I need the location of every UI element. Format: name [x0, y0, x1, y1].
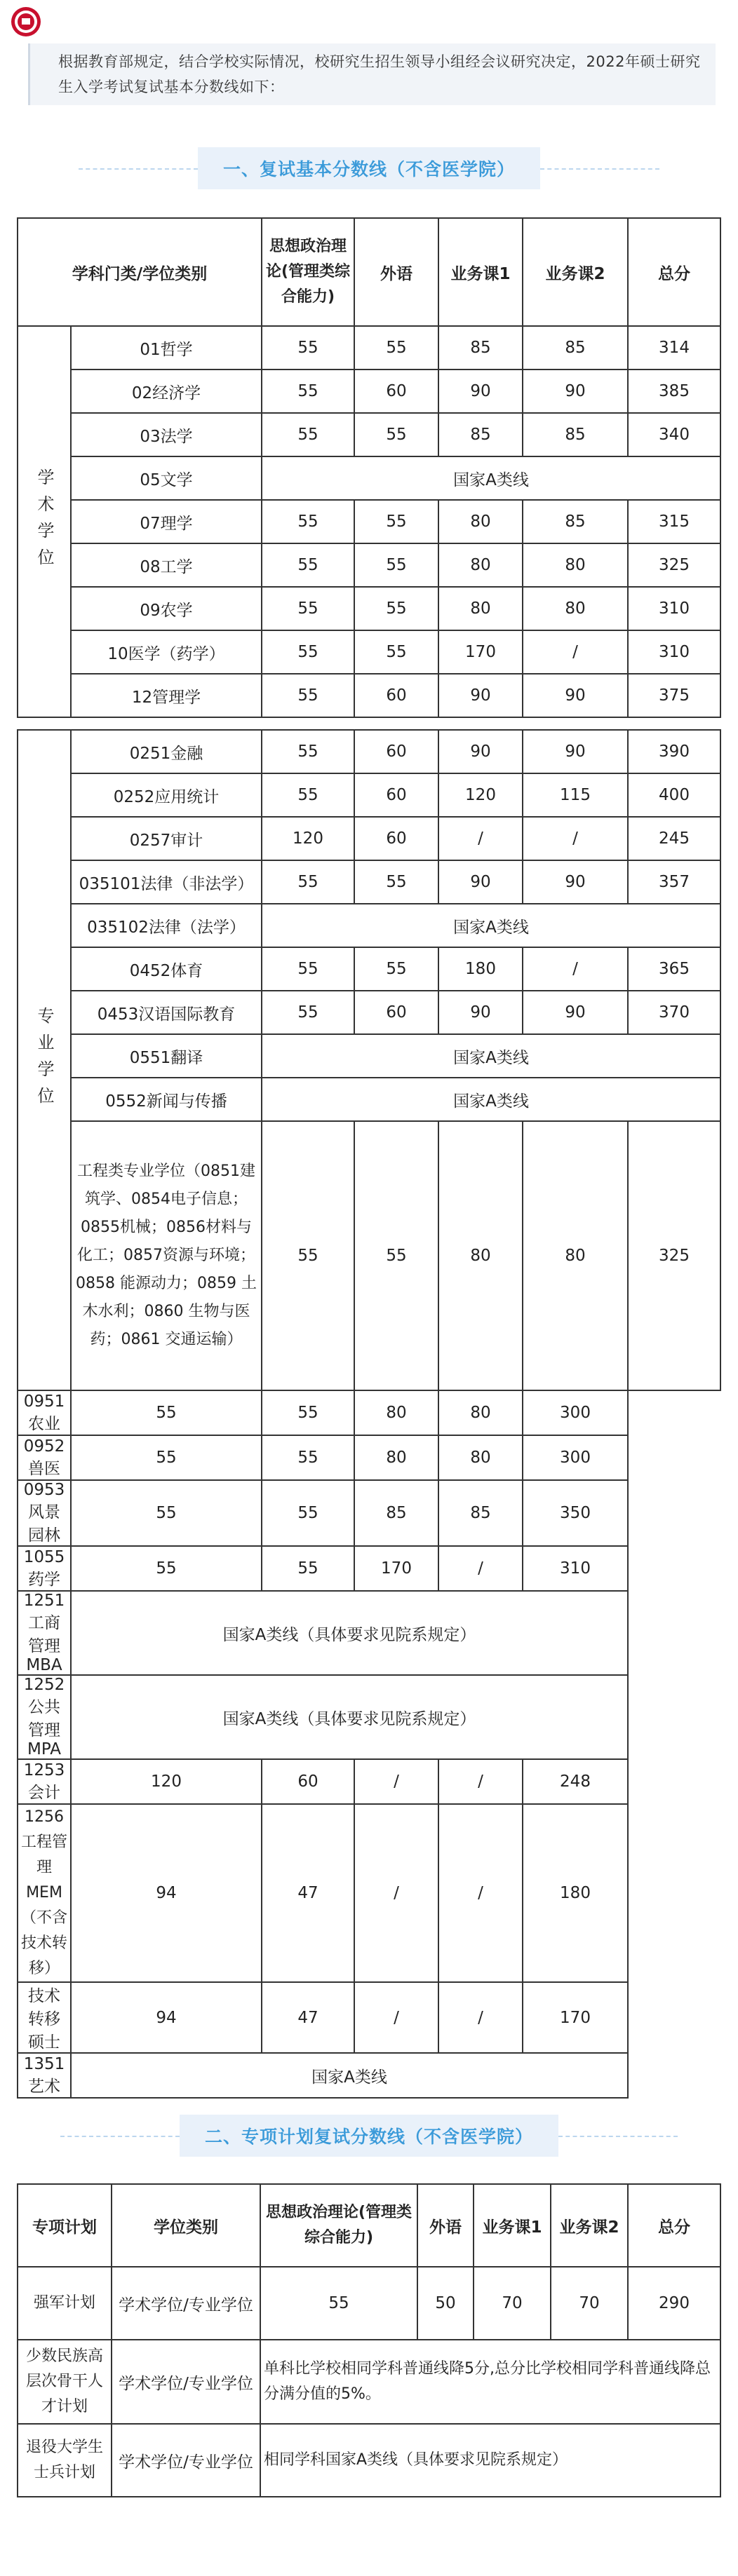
total-score: 180 — [523, 1804, 628, 1982]
discipline-name: 035101法律（非法学） — [71, 860, 262, 904]
politics-score: 55 — [262, 860, 354, 904]
subject2-score: 80 — [438, 1435, 523, 1480]
table-row — [18, 1759, 720, 1804]
subject2-score: 90 — [523, 674, 628, 717]
merged-cutoff-value: 国家A类线 — [262, 1078, 720, 1121]
table-row — [18, 1078, 720, 1121]
politics-score: 55 — [262, 500, 354, 543]
total-score: 310 — [523, 1546, 628, 1591]
discipline-name: 05文学 — [71, 456, 262, 500]
politics-score: 55 — [262, 1121, 354, 1390]
politics-score: 55 — [262, 326, 354, 370]
table-row — [18, 947, 720, 991]
university-logo-icon — [10, 6, 42, 38]
special-plan-table — [17, 2183, 721, 2497]
section-divider — [18, 717, 720, 730]
cutoff-table-main — [17, 217, 721, 2099]
table-row — [18, 630, 720, 674]
total-score: 245 — [628, 817, 720, 860]
subject1-score: 90 — [438, 991, 523, 1034]
header-subject1: 业务课1 — [474, 2184, 551, 2267]
table-row — [18, 1480, 720, 1546]
section2-title: 二、专项计划复试分数线（不含医学院） — [0, 2115, 738, 2157]
subject2-score: 90 — [523, 991, 628, 1034]
subject1-score: 80 — [438, 1121, 523, 1390]
language-score: 55 — [354, 947, 438, 991]
subject2-score: 90 — [523, 860, 628, 904]
table-row — [18, 2053, 720, 2098]
table-row — [18, 730, 720, 773]
language-score: 60 — [354, 370, 438, 413]
table-row — [18, 1546, 720, 1591]
politics-score: 55 — [260, 2267, 417, 2340]
subject2-score: 70 — [551, 2267, 628, 2340]
plan-name: 少数民族高层次骨干人才计划 — [18, 2340, 112, 2424]
subject1-score: 80 — [438, 587, 523, 630]
subject2-score: 90 — [523, 730, 628, 773]
language-score: 55 — [262, 1390, 354, 1435]
subject1-score: / — [354, 1804, 438, 1982]
header-total: 总分 — [628, 2184, 720, 2267]
language-score: 55 — [354, 1121, 438, 1390]
subject2-score: 85 — [523, 326, 628, 370]
discipline-name: 02经济学 — [71, 370, 262, 413]
merged-cutoff-value: 国家A类线 — [71, 2053, 628, 2098]
discipline-name: 0551翻译 — [71, 1034, 262, 1078]
discipline-name: 12管理学 — [71, 674, 262, 717]
table-row — [18, 1034, 720, 1078]
subject1-score: 90 — [438, 860, 523, 904]
header-politics: 思想政治理论(管理类综合能力) — [260, 2184, 417, 2267]
language-score: 60 — [354, 773, 438, 817]
table-row — [18, 773, 720, 817]
special-plan-row — [18, 2267, 720, 2340]
discipline-name: 08工学 — [71, 543, 262, 587]
subject1-score: 90 — [438, 730, 523, 773]
total-score: 300 — [523, 1435, 628, 1480]
header-subject2: 业务课2 — [523, 218, 628, 326]
total-score: 314 — [628, 326, 720, 370]
total-score: 325 — [628, 1121, 720, 1390]
table-row — [18, 370, 720, 413]
header-politics: 思想政治理论(管理类综合能力) — [262, 218, 354, 326]
subject2-score: / — [438, 1546, 523, 1591]
subject2-score: 80 — [438, 1390, 523, 1435]
discipline-name: 1351艺术 — [18, 2053, 71, 2098]
politics-score: 94 — [71, 1804, 262, 1982]
special-plan-row — [18, 2340, 720, 2424]
discipline-name: 1256工程管理MEM（不含技术转移） — [18, 1804, 71, 1982]
politics-score: 55 — [262, 947, 354, 991]
header-total: 总分 — [628, 218, 720, 326]
subject2-score: / — [438, 1804, 523, 1982]
table-row — [18, 500, 720, 543]
language-score: 47 — [262, 1982, 354, 2053]
language-score: 55 — [262, 1480, 354, 1546]
subject1-score: / — [354, 1759, 438, 1804]
table-header-row — [18, 218, 720, 326]
politics-score: 55 — [71, 1480, 262, 1546]
language-score: 55 — [262, 1546, 354, 1591]
table2-header-row — [18, 2184, 720, 2267]
subject1-score: 170 — [438, 630, 523, 674]
subject2-score: 90 — [523, 370, 628, 413]
degree-type: 学术学位/专业学位 — [112, 2424, 260, 2497]
subject2-score: / — [438, 1982, 523, 2053]
table-row — [18, 543, 720, 587]
language-score: 60 — [354, 674, 438, 717]
discipline-name: 07理学 — [71, 500, 262, 543]
academic-degree-label: 学术学位 — [18, 326, 71, 717]
politics-score: 55 — [262, 773, 354, 817]
politics-score: 120 — [71, 1759, 262, 1804]
merged-cutoff-value: 国家A类线（具体要求见院系规定） — [71, 1675, 628, 1759]
table-row — [18, 1435, 720, 1480]
subject1-score: 85 — [438, 326, 523, 370]
language-score: 55 — [354, 326, 438, 370]
language-score: 55 — [354, 860, 438, 904]
language-score: 55 — [354, 500, 438, 543]
total-score: 400 — [628, 773, 720, 817]
subject1-score: / — [438, 817, 523, 860]
politics-score: 55 — [71, 1546, 262, 1591]
divider-cell — [18, 717, 720, 730]
total-score: 350 — [523, 1480, 628, 1546]
language-score: 55 — [354, 413, 438, 456]
subject1-score: 85 — [438, 413, 523, 456]
table-row — [18, 456, 720, 500]
discipline-name: 0951农业 — [18, 1390, 71, 1435]
table-row — [18, 817, 720, 860]
subject1-score: 70 — [474, 2267, 551, 2340]
merged-cutoff-value: 单科比学校相同学科普通线降5分,总分比学校相同学科普通线降总分满分值的5%。 — [260, 2340, 720, 2424]
discipline-name: 1252公共管理MPA — [18, 1675, 71, 1759]
discipline-name: 1251工商管理MBA — [18, 1591, 71, 1675]
discipline-name: 1253会计 — [18, 1759, 71, 1804]
discipline-name: 0953风景园林 — [18, 1480, 71, 1546]
discipline-name: 01哲学 — [71, 326, 262, 370]
discipline-name: 0251金融 — [71, 730, 262, 773]
total-score: 315 — [628, 500, 720, 543]
subject2-score: 80 — [523, 543, 628, 587]
header-discipline: 学科门类/学位类别 — [18, 218, 262, 326]
politics-score: 55 — [262, 370, 354, 413]
total-score: 370 — [628, 991, 720, 1034]
header-degree-type: 学位类别 — [112, 2184, 260, 2267]
total-score: 340 — [628, 413, 720, 456]
total-score: 310 — [628, 630, 720, 674]
degree-type: 学术学位/专业学位 — [112, 2267, 260, 2340]
table-row — [18, 1675, 720, 1759]
discipline-name: 03法学 — [71, 413, 262, 456]
politics-score: 120 — [262, 817, 354, 860]
language-score: 60 — [354, 730, 438, 773]
table-row — [18, 326, 720, 370]
politics-score: 55 — [262, 991, 354, 1034]
section1-title: 一、复试基本分数线（不含医学院） — [0, 147, 738, 189]
header-area — [0, 0, 738, 105]
subject2-score: / — [523, 817, 628, 860]
table-row — [18, 904, 720, 947]
table-row — [18, 991, 720, 1034]
table-row-engineering — [18, 1121, 720, 1390]
header-subject2: 业务课2 — [551, 2184, 628, 2267]
plan-name: 强军计划 — [18, 2267, 112, 2340]
total-score: 310 — [628, 587, 720, 630]
table-row — [18, 1804, 720, 1982]
degree-type: 学术学位/专业学位 — [112, 2340, 260, 2424]
total-score: 248 — [523, 1759, 628, 1804]
politics-score: 55 — [262, 630, 354, 674]
total-score: 390 — [628, 730, 720, 773]
discipline-name-engineering: 工程类专业学位（0851建筑学、0854电子信息；0855机械；0856材料与化工；0857资源与环境；0858 能源动力；0859 土木水利；0860 生物与医药；0861 交通运输） — [71, 1121, 262, 1390]
subject2-score: / — [523, 947, 628, 991]
subject2-score: 85 — [438, 1480, 523, 1546]
language-score: 55 — [354, 630, 438, 674]
merged-cutoff-value: 国家A类线 — [262, 1034, 720, 1078]
total-score: 170 — [523, 1982, 628, 2053]
discipline-name: 0453汉语国际教育 — [71, 991, 262, 1034]
header-plan: 专项计划 — [18, 2184, 112, 2267]
language-score: 55 — [354, 543, 438, 587]
discipline-name: 0252应用统计 — [71, 773, 262, 817]
subject1-score: / — [354, 1982, 438, 2053]
merged-cutoff-value: 国家A类线（具体要求见院系规定） — [71, 1591, 628, 1675]
subject1-score: 170 — [354, 1546, 438, 1591]
total-score: 365 — [628, 947, 720, 991]
subject2-score: / — [438, 1759, 523, 1804]
discipline-name: 0552新闻与传播 — [71, 1078, 262, 1121]
header-foreign-language: 外语 — [417, 2184, 474, 2267]
total-score: 325 — [628, 543, 720, 587]
discipline-name: 10医学（药学） — [71, 630, 262, 674]
politics-score: 55 — [262, 587, 354, 630]
discipline-name: 035102法律（法学） — [71, 904, 262, 947]
total-score: 375 — [628, 674, 720, 717]
table-row — [18, 1982, 720, 2053]
politics-score: 55 — [262, 674, 354, 717]
special-plan-row — [18, 2424, 720, 2497]
table-row — [18, 1390, 720, 1435]
politics-score: 55 — [71, 1435, 262, 1480]
merged-cutoff-value: 国家A类线 — [262, 456, 720, 500]
language-score: 60 — [262, 1759, 354, 1804]
language-score: 47 — [262, 1804, 354, 1982]
subject1-score: 80 — [438, 543, 523, 587]
subject1-score: 80 — [354, 1390, 438, 1435]
merged-cutoff-value: 相同学科国家A类线（具体要求见院系规定） — [260, 2424, 720, 2497]
table-row — [18, 860, 720, 904]
total-score: 300 — [523, 1390, 628, 1435]
discipline-name: 0452体育 — [71, 947, 262, 991]
subject1-score: 180 — [438, 947, 523, 991]
subject1-score: 90 — [438, 370, 523, 413]
subject1-score: 80 — [438, 500, 523, 543]
discipline-name: 技术转移硕士 — [18, 1982, 71, 2053]
subject1-score: 80 — [354, 1435, 438, 1480]
total-score: 385 — [628, 370, 720, 413]
politics-score: 55 — [262, 730, 354, 773]
subject1-score: 120 — [438, 773, 523, 817]
discipline-name: 0257审计 — [71, 817, 262, 860]
subject2-score: / — [523, 630, 628, 674]
intro-paragraph: 根据教育部规定，结合学校实际情况，校研究生招生领导小组经会议研究决定，2022年硕士研究生入学考试复试基本分数线如下： — [28, 43, 716, 105]
discipline-name: 0952兽医 — [18, 1435, 71, 1480]
language-score: 55 — [262, 1435, 354, 1480]
politics-score: 94 — [71, 1982, 262, 2053]
subject2-score: 80 — [523, 1121, 628, 1390]
table-row — [18, 1591, 720, 1675]
merged-cutoff-value: 国家A类线 — [262, 904, 720, 947]
plan-name: 退役大学生士兵计划 — [18, 2424, 112, 2497]
language-score: 60 — [354, 991, 438, 1034]
language-score: 55 — [354, 587, 438, 630]
subject2-score: 115 — [523, 773, 628, 817]
subject2-score: 85 — [523, 413, 628, 456]
total-score: 290 — [628, 2267, 720, 2340]
politics-score: 55 — [262, 543, 354, 587]
table-row — [18, 674, 720, 717]
subject2-score: 85 — [523, 500, 628, 543]
discipline-name: 1055药学 — [18, 1546, 71, 1591]
discipline-name: 09农学 — [71, 587, 262, 630]
subject2-score: 80 — [523, 587, 628, 630]
header-foreign-language: 外语 — [354, 218, 438, 326]
language-score: 60 — [354, 817, 438, 860]
subject1-score: 85 — [354, 1480, 438, 1546]
table-row — [18, 587, 720, 630]
politics-score: 55 — [71, 1390, 262, 1435]
politics-score: 55 — [262, 413, 354, 456]
header-subject1: 业务课1 — [438, 218, 523, 326]
language-score: 50 — [417, 2267, 474, 2340]
subject1-score: 90 — [438, 674, 523, 717]
professional-degree-label: 专业学位 — [18, 730, 71, 1390]
total-score: 357 — [628, 860, 720, 904]
table-row — [18, 413, 720, 456]
